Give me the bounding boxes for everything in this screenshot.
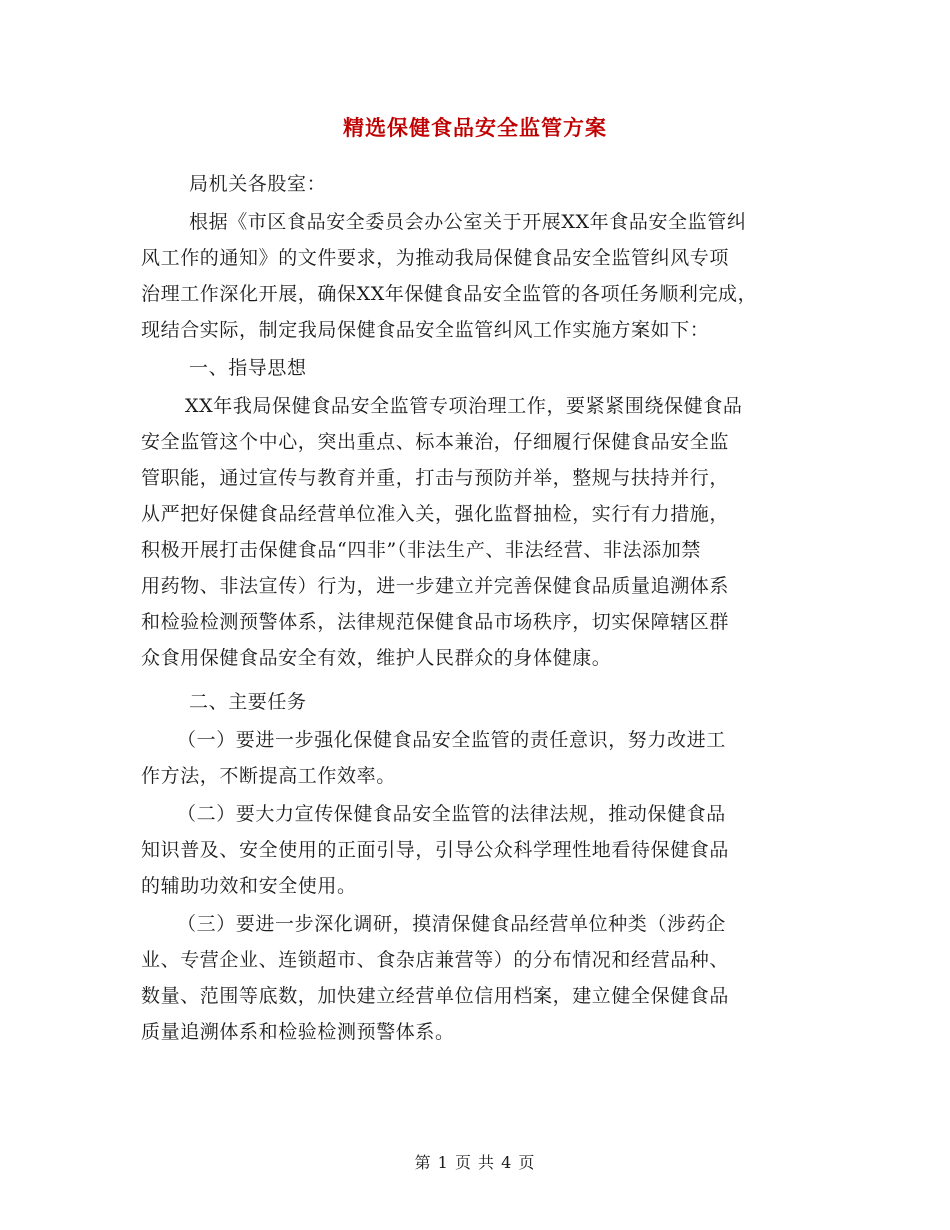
text-line: （三）要进一步深化调研，摸清保健食品经营单位种类（涉药企 bbox=[177, 913, 726, 935]
section-heading: 一、指导思想 bbox=[189, 357, 307, 379]
salutation-line: 局机关各股室： bbox=[189, 173, 327, 195]
text-line: 知识普及、安全使用的正面引导，引导公众科学理性地看待保健食品 bbox=[141, 839, 730, 861]
salutation bbox=[141, 166, 821, 202]
text-line: 质量追溯体系和检验检测预警体系。 bbox=[141, 1021, 455, 1043]
section-heading-tasks bbox=[141, 684, 821, 720]
text-line: 数量、范围等底数，加快建立经营单位信用档案，建立健全保健食品 bbox=[141, 985, 730, 1007]
text-line: 用药物、非法宣传）行为，进一步建立并完善保健食品质量追溯体系 bbox=[141, 575, 730, 597]
text-line: 众食用保健食品安全有效，维护人民群众的身体健康。 bbox=[141, 647, 612, 669]
section-heading: 二、主要任务 bbox=[189, 691, 307, 713]
text-line: 的辅助功效和安全使用。 bbox=[141, 875, 357, 897]
document-title: 精选保健食品安全监管方案 bbox=[343, 115, 607, 140]
task-3-paragraph bbox=[141, 906, 821, 1050]
guidance-paragraph bbox=[141, 388, 821, 676]
section-heading-guidance bbox=[141, 350, 821, 386]
page-footer: 第 1 页 共 4 页 bbox=[414, 1153, 536, 1172]
text-line: （一）要进一步强化保健食品安全监管的责任意识，努力改进工 bbox=[177, 729, 726, 751]
text-line: 业、专营企业、连锁超市、食杂店兼营等）的分布情况和经营品种、 bbox=[141, 949, 730, 971]
text-line: 管职能，通过宣传与教育并重，打击与预防并举，整规与扶持并行， bbox=[141, 467, 730, 489]
text-line: 从严把好保健食品经营单位准入关，强化监督抽检，实行有力措施， bbox=[141, 503, 730, 525]
task-2-paragraph bbox=[141, 796, 821, 904]
text-line: 风工作的通知》的文件要求，为推动我局保健食品安全监管纠风专项 bbox=[141, 247, 730, 269]
text-line: 根据《市区食品安全委员会办公室关于开展XX年食品安全监管纠 bbox=[189, 211, 747, 233]
text-line: 作方法，不断提高工作效率。 bbox=[141, 765, 396, 787]
text-line: 现结合实际，制定我局保健食品安全监管纠风工作实施方案如下： bbox=[141, 319, 710, 341]
text-line: 积极开展打击保健食品“四非”（非法生产、非法经营、非法添加禁 bbox=[141, 539, 701, 561]
text-line: XX年我局保健食品安全监管专项治理工作，要紧紧围绕保健食品 bbox=[185, 395, 743, 417]
task-1-paragraph bbox=[141, 722, 821, 794]
intro-paragraph bbox=[141, 204, 821, 348]
text-line: （二）要大力宣传保健食品安全监管的法律法规，推动保健食品 bbox=[177, 803, 726, 825]
text-line: 治理工作深化开展，确保XX年保健食品安全监管的各项任务顺利完成， bbox=[141, 283, 758, 305]
text-line: 安全监管这个中心，突出重点、标本兼治，仔细履行保健食品安全监 bbox=[141, 431, 730, 453]
text-line: 和检验检测预警体系，法律规范保健食品市场秩序，切实保障辖区群 bbox=[141, 611, 730, 633]
